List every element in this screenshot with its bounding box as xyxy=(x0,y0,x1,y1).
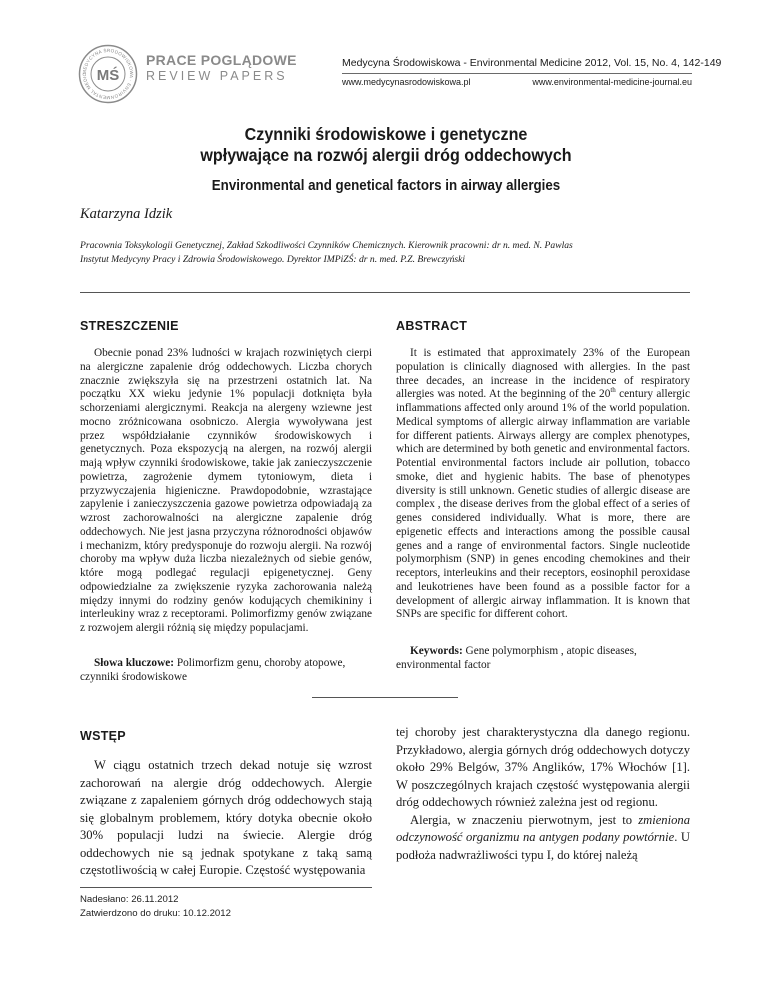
series-en: REVIEW PAPERS xyxy=(146,69,288,83)
wstep-p2-italic: zmieniona odczynowość organizmu na antygen podany powtórnie xyxy=(396,812,690,844)
streszczenie-heading: STRESZCZENIE xyxy=(80,319,179,333)
footnote-dates xyxy=(80,893,231,920)
keywords-en-label: Keywords: xyxy=(410,645,463,657)
url-en-link[interactable]: www.environmental-medicine-journal.eu xyxy=(532,77,692,87)
affiliation-line-1: Pracownia Toksykologii Genetycznej, Zakład Szkodliwości Czynników Chemicznych. Kierownik pracowni: dr n. med. N. Pawlas xyxy=(80,240,573,251)
abstract-text-part-2: century allergic inflammations affected only around 1% of the world population. Medical symptoms of allergic airway inflammation are variable for different patients. Airways allergy are complex phenotypes, which are determined by both genetic and environmental factors. Potential environmental factors include air pollution, tobacco smoke, diet and hygienic habits. The base of phenotypes diversity is still unknown. Genetic studies of allergic disease are complex , the disease derives from the global effect of a series of genes considered individually. What is more, there are epigenetic effects and interactions among the possible causal genes and a range of environmental factors. Single nucleotide polymorphism (SNP) in genes encoding chemokines and their receptors, interleukins and their receptors, eosinophil peroxidase and leukotrienes have been found as a possible factor for a development of allergic airway inflammation. It is known that SNPs are specific for different cohort. xyxy=(396,388,691,621)
accepted-date: Zatwierdzono do druku: 10.12.2012 xyxy=(80,907,231,919)
author-name: Katarzyna Idzik xyxy=(80,206,173,222)
article-title xyxy=(104,124,667,166)
logo-monogram: MŚ xyxy=(96,67,120,84)
received-date: Nadesłano: 26.11.2012 xyxy=(80,894,179,905)
wstep-left-paragraph: W ciągu ostatnich trzech dekad notuje się wzrost zachorowań na alergie dróg oddechowych. Alergie związane z zapaleniem górnych dróg oddechowych stają się globalnym problemem, który dotyka obecnie około 30% populacji ludzi na świecie. Alergie dróg oddechowych nie są jednak spotykane z taką samą częstotliwością w całej Europie. Częstość występowania xyxy=(80,758,372,877)
abstract-text-part-1: It is estimated that approximately 23% of the European population is clinically diagnosed with allergies. In the past three decades, an increase in the incidence of respiratory allergies was noted. At the beginning of the 20 xyxy=(396,347,690,401)
url-pl-link[interactable]: www.medycynasrodowiskowa.pl xyxy=(342,77,471,87)
abstract-paragraph xyxy=(396,347,690,622)
journal-title: Medycyna Środowiskowa - Environmental Medicine 2012, Vol. 15, No. 4, 142-149 xyxy=(342,57,722,69)
keywords-en-text: Gene polymorphism , atopic diseases, environmental factor xyxy=(396,645,637,671)
wstep-right-paragraph-2 xyxy=(396,812,690,865)
journal-header xyxy=(342,57,722,87)
affiliation xyxy=(80,239,700,266)
wstep-heading: WSTĘP xyxy=(80,729,126,743)
article-subtitle: Environmental and genetical factors in airway allergies xyxy=(211,178,561,194)
journal-rule xyxy=(342,73,692,74)
wstep-left-column xyxy=(80,757,372,880)
title-line-1: Czynniki środowiskowe i genetyczne xyxy=(244,124,528,144)
keywords-pl-text: Polimorfizm genu, choroby atopowe, czynniki środowiskowe xyxy=(80,657,346,683)
series-label xyxy=(146,52,297,83)
wstep-right-column xyxy=(396,724,690,864)
streszczenie-paragraph: Obecnie ponad 23% ludności w krajach rozwiniętych cierpi na alergiczne zapalenie dróg oddechowych. Liczba chorych znacznie zwiększyła się na przestrzeni ostatnich lat. Na początku XX wieku jedynie 1% populacji dotknięta była schorzeniami alergicznymi. Reakcja na alergeny wziewne jest mocno zróżnicowana osobniczo. Alergia wywoływana jest przez współdziałanie czynników środowiskowych i genetycznych. Poza ekspozycją na alergen, na rozwój alergii mają wpływ czynniki środowiskowe, takie jak zanieczyszczenie powietrza, zagrożenie dymem tytoniowym, dieta i przyzwyczajenia higieniczne. Prawdopodobnie, wzrastające zapylenie i zanieczyszczenia gazowe powietrza odpowiadają za wzrost zachorowalności na alergiczne zapalenie dróg oddechowych. Nie jest jasna przyczyna różnorodności objawów i mechanizm, który predysponuje do rozwoju alergii. Na rozwój choroby ma wpływ duża liczba niezależnych od siebie genów, które mogą podlegać regulacji epigenetycznej. Geny odpowiedzialne za zwiększenie ryzyka zachorowania należą między innymi do rodziny genów kodujących chemikininy i interleukiny wraz z receptorami. Polimorfizmy genów związane z rozwojem alergii różnią się między populacjami. xyxy=(80,347,372,634)
abstract-sup: th xyxy=(610,386,616,395)
header-divider xyxy=(80,292,690,293)
title-line-2: wpływające na rozwój alergii dróg oddechowych xyxy=(200,145,572,165)
wstep-p2-start: Alergia, w znaczeniu pierwotnym, jest to xyxy=(410,812,639,827)
section-divider xyxy=(312,697,458,698)
logo-ring-text: MEDYCYNA ŚRODOWISKOWA · ENVIRONMENTAL MEDIC xyxy=(81,47,135,101)
streszczenie-text xyxy=(80,347,372,636)
journal-logo xyxy=(78,44,138,104)
wstep-p2-end: . U podłoża nadwrażliwości typu I, do której należą xyxy=(396,830,690,862)
affiliation-line-2: Instytut Medycyny Pracy i Zdrowia Środowiskowego. Dyrektor IMPiZŚ: dr n. med. P.Z. Brewczyński xyxy=(80,253,466,265)
keywords-pl-label: Słowa kluczowe: xyxy=(94,657,175,669)
abstract-heading: ABSTRACT xyxy=(396,319,468,333)
wstep-right-paragraph-1: tej choroby jest charakterystyczna dla danego regionu. Przykładowo, alergia górnych dróg oddechowych dotyczy około 29% Belgów, 37% Anglików, 17% Włochów [1]. W poszczególnych krajach częstość występowania alergii dróg oddechowych również zależna jest od regionu. xyxy=(396,725,690,809)
footnote-divider xyxy=(80,887,372,888)
series-pl: PRACE POGLĄDOWE xyxy=(146,52,297,68)
abstract-text xyxy=(396,347,690,622)
keywords-pl xyxy=(80,657,372,685)
keywords-en xyxy=(396,645,690,673)
